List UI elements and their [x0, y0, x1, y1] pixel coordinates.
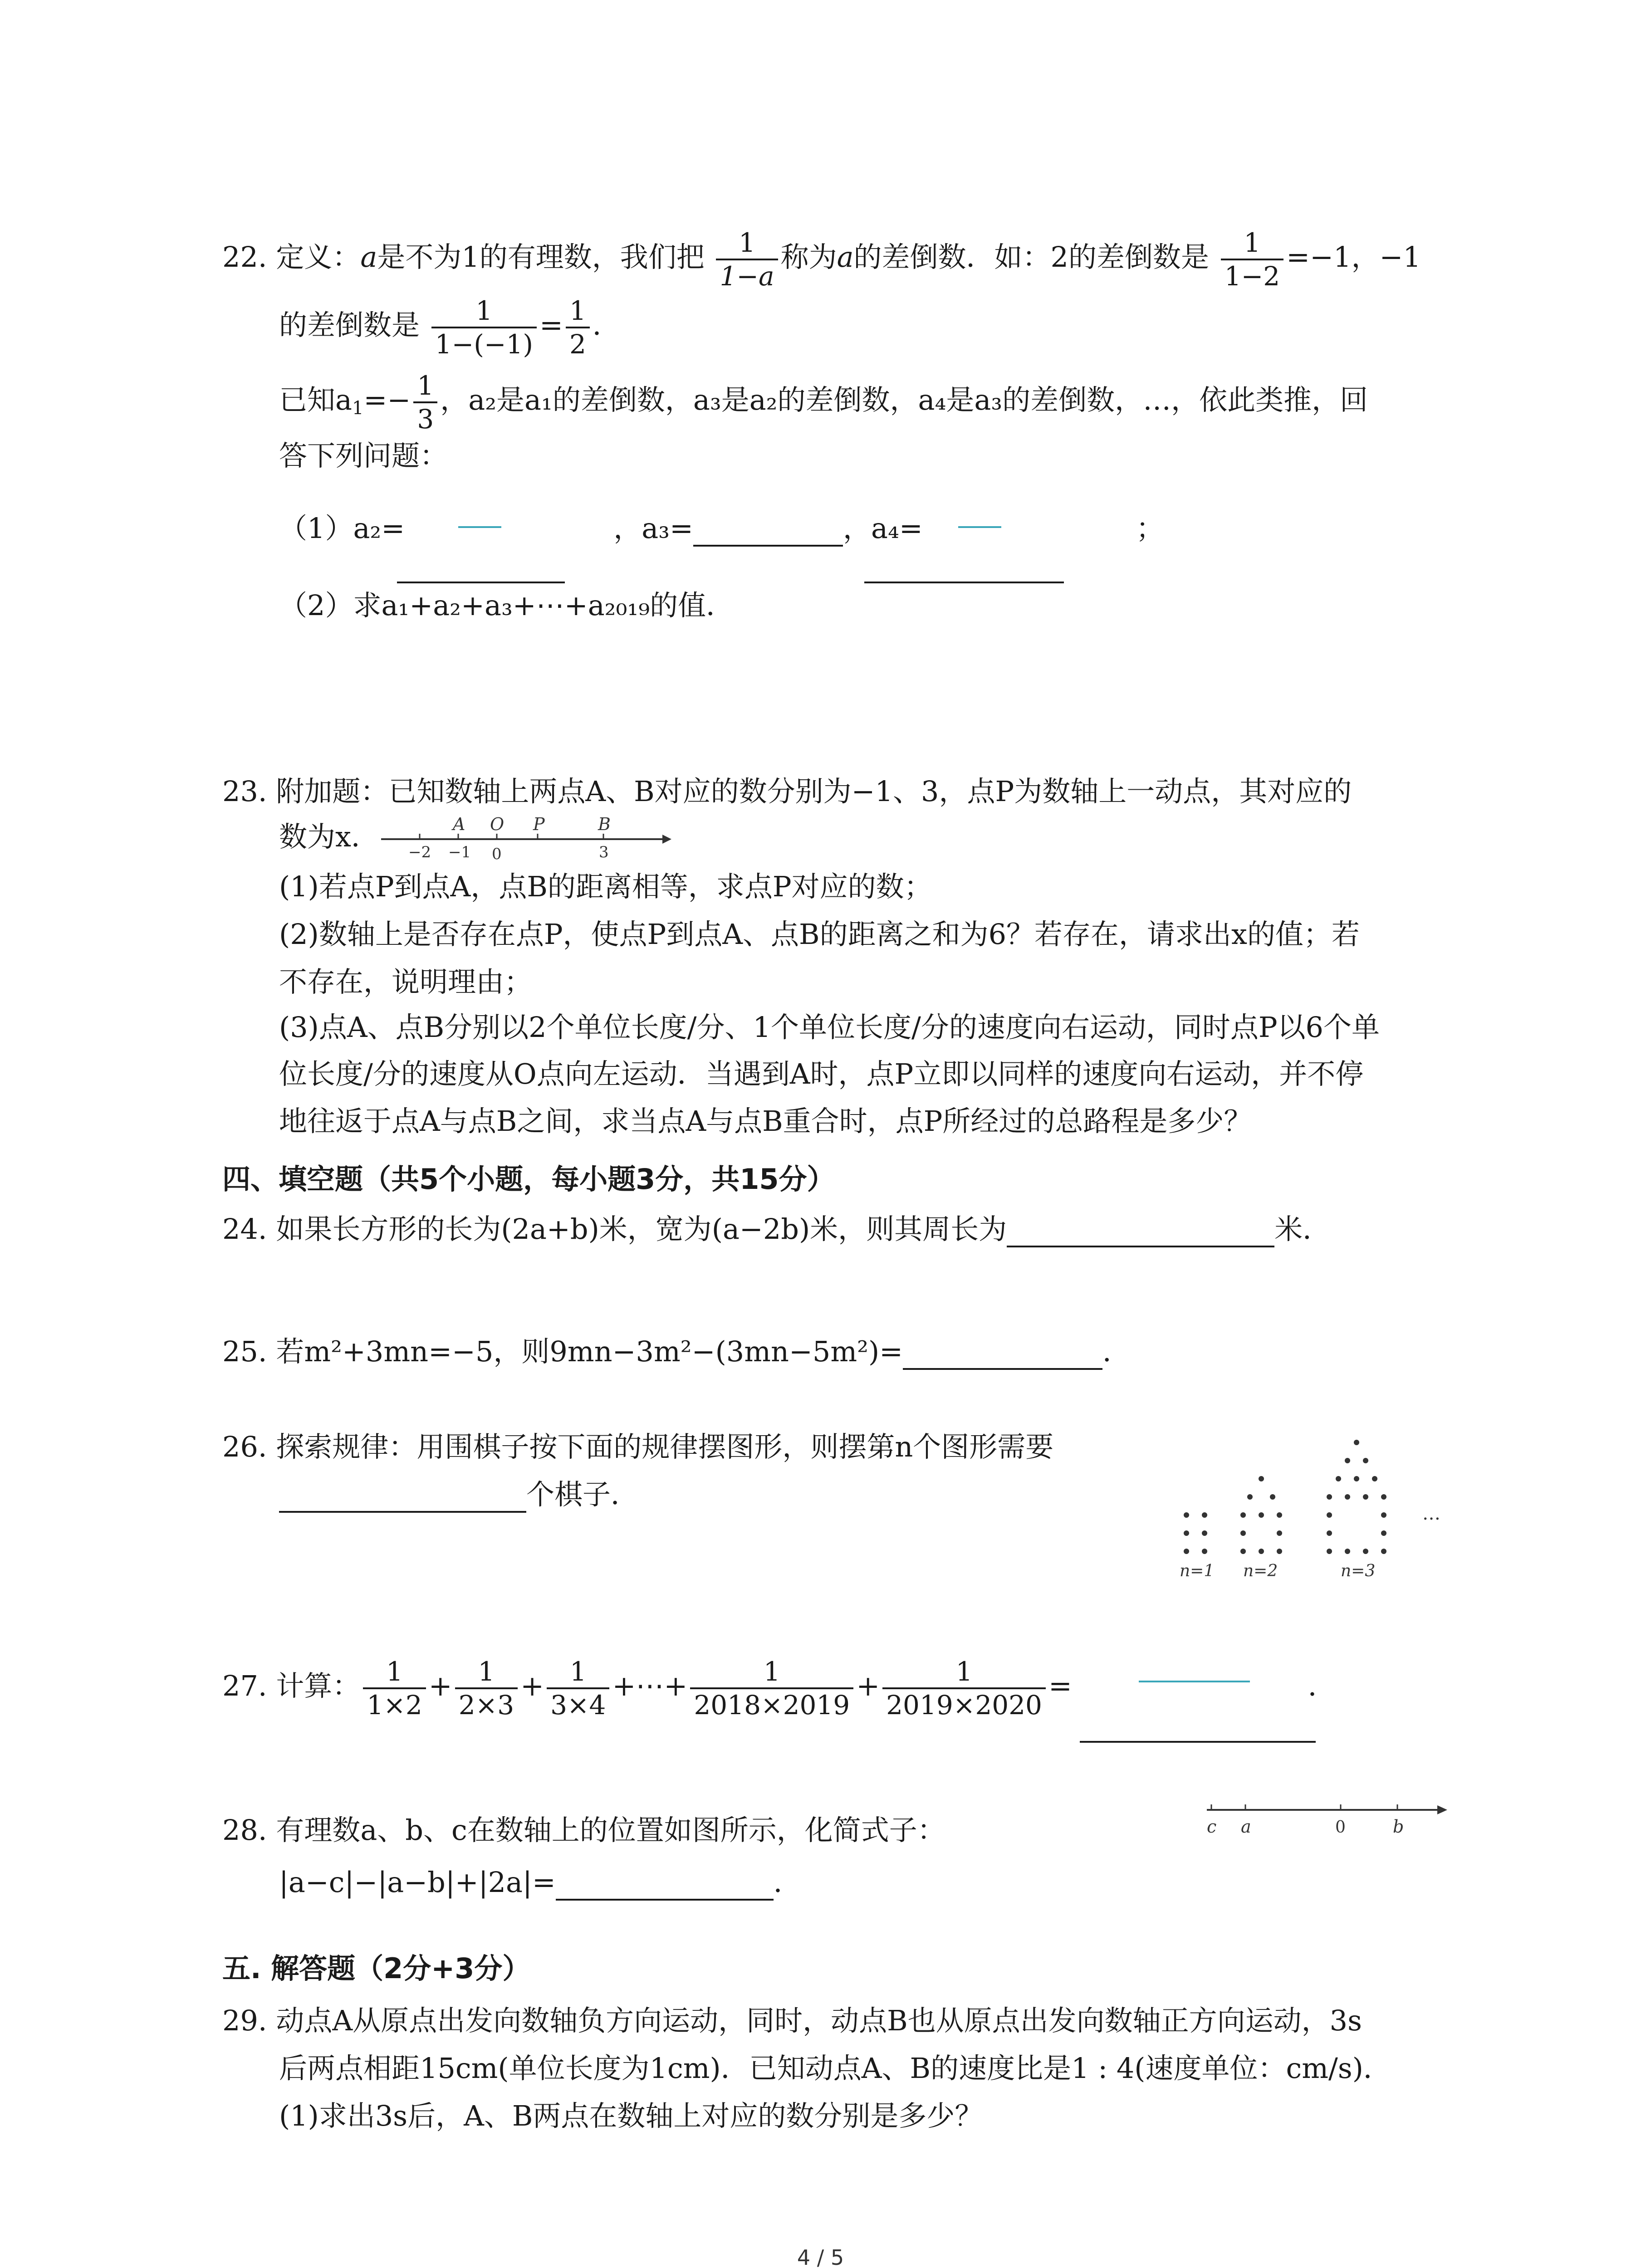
q22-part1: （1）a₂= ，a₃= ，a₄= ；: [279, 510, 1164, 547]
a4-answer-mark: [958, 526, 1001, 528]
a4-answer-blank[interactable]: [864, 582, 1064, 583]
frac-1-over-1-minus-2: $\frac{1}{1-2}$: [1221, 227, 1283, 292]
axis-label-a: A: [453, 814, 465, 834]
q24: 24. 如果长方形的长为(2a+b)米，宽为(a−2b)米，则其周长为 米．: [222, 1211, 1331, 1247]
q27-answer-blank[interactable]: [1080, 1741, 1316, 1743]
frac-1-over-2019x2020: $\frac{1}{2019\times 2020}$: [882, 1656, 1046, 1721]
q27: 27. 计算： $\frac{1}{1\times 2}$ + $\frac{1}{2\times 3}$ + $\frac{1}{3\times 4}$ +⋯+ $\frac{1}{2018\times 2019}$ + $\frac{1}{2019\times 2020}$ = ．: [222, 1656, 1336, 1721]
frac-1-over-2018x2019: $\frac{1}{2018\times 2019}$: [690, 1656, 853, 1721]
fig-ellipsis: …: [1422, 1503, 1440, 1524]
axis-tick-3: 3: [599, 843, 609, 861]
axis-label-c: c: [1207, 1817, 1217, 1837]
q24-answer-blank[interactable]: [1007, 1218, 1274, 1247]
frac-1-over-3: $\frac{1}{3}$: [413, 370, 437, 435]
q23-part2a: (2)数轴上是否存在点P，使点P到点A、点B的距离之和为6？若存在，请求出x的值；若: [279, 918, 1360, 951]
q26-pattern-figure: [1171, 1415, 1452, 1588]
a3-answer-blank[interactable]: [693, 518, 843, 547]
section4-heading: 四、填空题（共5个小题，每小题3分，共15分）: [222, 1163, 835, 1196]
q29-line3: (1)求出3s后，A、B两点在数轴上对应的数分别是多少？: [279, 2099, 983, 2132]
q23-part3c: 地往返于点A与点B之间，求当点A与点B重合时，点P所经过的总路程是多少？: [279, 1105, 1252, 1138]
axis-tick-neg1: −1: [448, 843, 471, 861]
axis-label-b: B: [598, 814, 611, 834]
frac-1-over-2x3: $\frac{1}{2\times 3}$: [455, 1656, 518, 1721]
q23-number-line: [377, 812, 671, 866]
q26-line2: 个棋子．: [279, 1476, 639, 1513]
frac-1-over-1-minus-a: $\frac{1}{1-a}$: [716, 227, 778, 292]
q29-line1: 29. 动点A从原点出发向数轴负方向运动，同时，动点B也从原点出发向数轴正方向运动，3s: [222, 2004, 1362, 2037]
axis-label-p: P: [533, 814, 545, 834]
q28-line1: 28. 有理数a、b、c在数轴上的位置如图所示，化简式子：: [222, 1813, 945, 1847]
fig-label-n2: n=2: [1243, 1562, 1278, 1580]
a2-answer-blank[interactable]: [397, 582, 565, 583]
q25-answer-blank[interactable]: [903, 1341, 1102, 1370]
fig-label-n1: n=1: [1180, 1562, 1215, 1580]
q22-line3: 已知$a_1=-$ $\frac{1}{3}$ ，a₂是a₁的差倒数，a₃是a₂的差倒数，a₄是a₃的差倒数，…，依此类推，回: [279, 370, 1368, 435]
q28-answer-blank[interactable]: [556, 1872, 774, 1901]
axis-tick-0: 0: [492, 845, 502, 863]
q28-number-line: [1198, 1792, 1452, 1846]
section5-heading: 五. 解答题（2分+3分）: [222, 1952, 531, 1985]
q23-line1: 23. 附加题：已知数轴上两点A、B对应的数分别为−1、3，点P为数轴上一动点，其对应的: [222, 775, 1352, 808]
q22-line1: 22. 定义：a是不为1的有理数，我们把 $\frac{1}{1-a}$ 称为a的差倒数．如：2的差倒数是 $\frac{1}{1-2}$ =−1，−1: [222, 227, 1421, 292]
q22-part2: （2）求a₁+a₂+a₃+⋯+a₂₀₁₉的值．: [279, 589, 735, 622]
q26-line1: 26. 探索规律：用围棋子按下面的规律摆图形，则摆第n个图形需要: [222, 1430, 1054, 1463]
axis-label-o: O: [490, 814, 505, 834]
frac-1-over-1x2: $\frac{1}{1\times 2}$: [363, 1656, 426, 1721]
fig-label-n3: n=3: [1341, 1562, 1376, 1580]
q23-part3a: (3)点A、点B分别以2个单位长度/分、1个单位长度/分的速度向右运动，同时点P以6个单: [279, 1011, 1380, 1044]
frac-1-over-1-minus-neg1: $\frac{1}{1-(-1)}$: [431, 295, 537, 360]
q22-line4: 答下列问题：: [279, 439, 448, 472]
q27-answer-mark: [1139, 1681, 1250, 1682]
q25: 25. 若m²+3mn=−5，则9mn−3m²−(3mn−5m²)= ．: [222, 1334, 1131, 1370]
frac-1-over-2: $\frac{1}{2}$: [566, 295, 590, 360]
axis-label-b2: b: [1393, 1817, 1404, 1837]
axis-label-a2: a: [1241, 1817, 1251, 1837]
page-number: 4 / 5: [797, 2245, 844, 2268]
a2-answer-mark: [458, 526, 501, 528]
q23-part3b: 位长度/分的速度从O点向左运动．当遇到A时，点P立即以同样的速度向右运动，并不停: [279, 1057, 1364, 1090]
frac-1-over-3x4: $\frac{1}{3\times 4}$: [547, 1656, 609, 1721]
q28-line2: |a−c|−|a−b|+|2a|= ．: [279, 1864, 802, 1901]
q23-line2: 数为x．: [279, 820, 379, 853]
axis-label-zero: 0: [1335, 1818, 1346, 1837]
axis-tick-neg2: −2: [408, 843, 431, 861]
q22-line2: 的差倒数是 $\frac{1}{1-(-1)}$ = $\frac{1}{2}$ ．: [279, 295, 621, 360]
q23-part1: (1)若点P到点A，点B的距离相等，求点P对应的数；: [279, 870, 932, 903]
q26-answer-blank[interactable]: [279, 1484, 526, 1513]
q29-line2: 后两点相距15cm(单位长度为1cm)．已知动点A、B的速度比是1 : 4(速度单位：cm/s)．: [279, 2052, 1391, 2085]
q23-part2b: 不存在，说明理由；: [279, 965, 533, 998]
